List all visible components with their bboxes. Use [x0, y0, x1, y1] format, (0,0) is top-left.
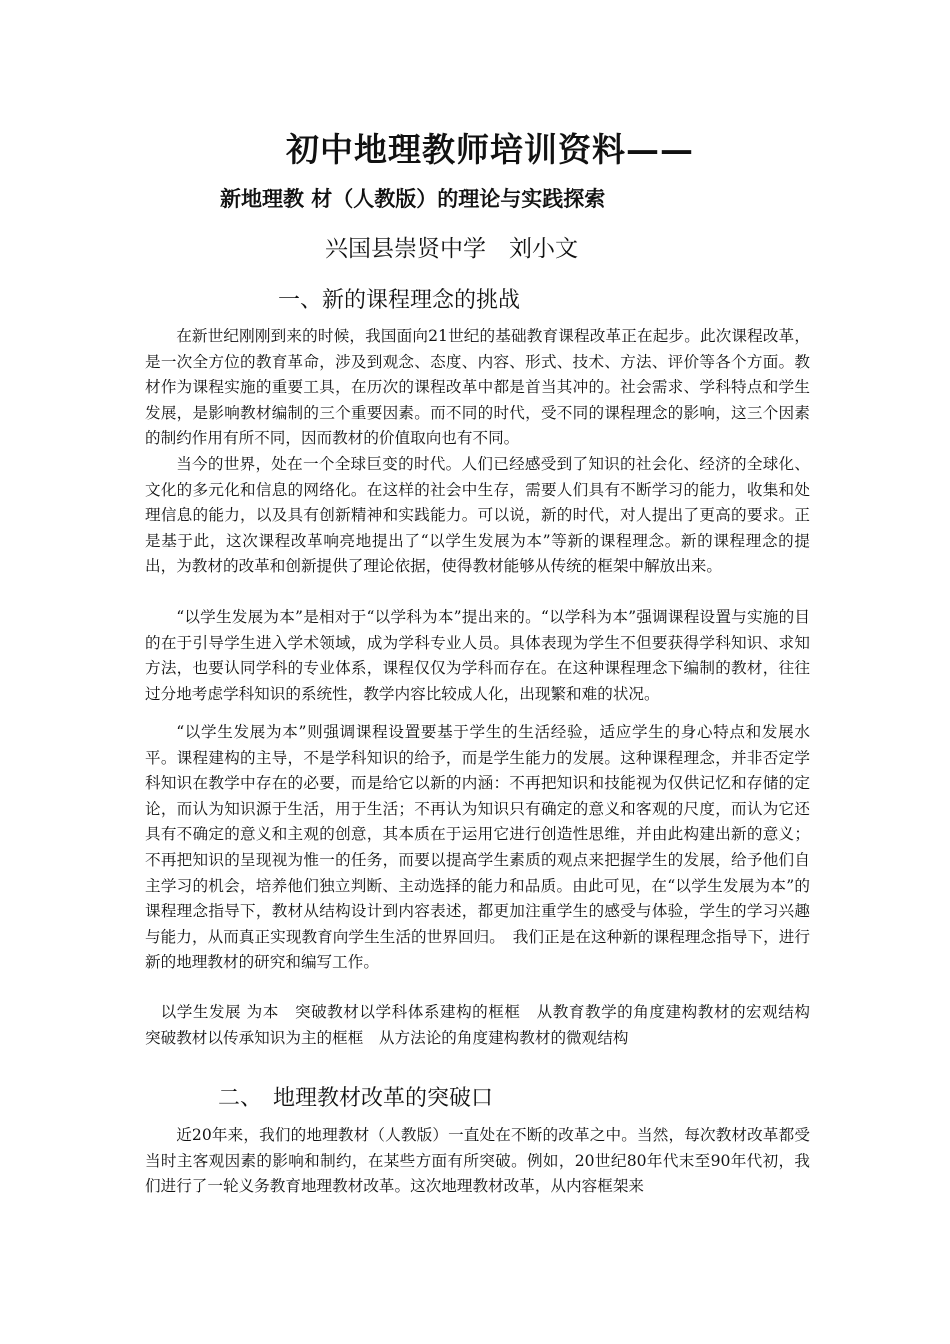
section-heading-1: 一、新的课程理念的挑战 — [278, 288, 521, 313]
author-line: 兴国县崇贤中学 刘小文 — [325, 236, 578, 262]
document-subtitle: 新地理教 材（人教版）的理论与实践探索 — [220, 186, 606, 211]
paragraph-1: 在新世纪刚刚到来的时候，我国面向21世纪的基础教育课程改革正在起步。此次课程改革，是一次全方位的教育革命，涉及到观念、态度、内容、形式、技术、方法、评价等各个方面。教材作为课程实施的重要工具，在历次的课程改革中都是首当其冲的。社会需求、学科特点和学生发展，是影响教材编制的三个重要因素。而不同的时代，受不同的课程理念的影响，这三个因素的制约作用有所不同，因而教材的价值取向也有不同。 — [145, 327, 810, 448]
paragraph-5-outline: 以学生发展 为本 突破教材以学科体系建构的框框 从教育教学的角度建构教材的宏观结构 突破教材以传承知识为主的框框 从方法论的角度建构教材的微观结构 — [145, 1003, 826, 1047]
paragraph-4: “以学生发展为本”则强调课程设置要基于学生的生活经验，适应学生的身心特点和发展水平。课程建构的主导，不是学科知识的给予，而是学生能力的发展。这种课程理念，并非否定学科知识在教学中存在的必要，而是给它以新的内涵：不再把知识和技能视为仅供记忆和存储的定论，而认为知识源于生活，用于生活；不再认为知识只有确定的意义和客观的尺度，而认为它还具有不确定的意义和主观的创意，其本质在于运用它进行创造性思维，并由此构建出新的意义；不再把知识的呈现视为惟一的任务，而要以提高学生素质的观点来把握学生的发展，给予他们自主学习的机会，培养他们独立判断、主动选择的能力和品质。由此可见，在“以学生发展为本”的课程理念指导下，教材从结构设计到内容表述，都更加注重学生的感受与体验，学生的学习兴趣与能力，从而真正实现教育向学生生活的世界回归。 我们正是在这种新的课程理念指导下，进行新的地理教材的研究和编写工作。 — [145, 723, 810, 972]
document-title: 初中地理教师培训资料—— — [286, 130, 694, 169]
paragraph-2: 当今的世界，处在一个全球巨变的时代。人们已经感受到了知识的社会化、经济的全球化、文化的多元化和信息的网络化。在这样的社会中生存，需要人们具有不断学习的能力，收集和处理信息的能力，以及具有创新精神和实践能力。可以说，新的时代，对人提出了更高的要求。正是基于此，这次课程改革响亮地提出了“以学生发展为本”等新的课程理念。新的课程理念的提出，为教材的改革和创新提供了理论依据，使得教材能够从传统的框架中解放出来。 — [145, 455, 810, 576]
section-heading-2: 二、 地理教材改革的突破口 — [218, 1086, 494, 1111]
paragraph-6: 近20年来，我们的地理教材（人教版）一直处在不断的改革之中。当然，每次教材改革都受当时主客观因素的影响和制约，在某些方面有所突破。例如，20世纪80年代末至90年代初，我们进行了一轮义务教育地理教材改革。这次地理教材改革，从内容框架来 — [145, 1126, 810, 1196]
paragraph-3: “以学生发展为本”是相对于“以学科为本”提出来的。“以学科为本”强调课程设置与实施的目的在于引导学生进入学术领域，成为学科专业人员。具体表现为学生不但要获得学科知识、求知方法，也要认同学科的专业体系，课程仅仅为学科而存在。在这种课程理念下编制的教材，往往过分地考虑学科知识的系统性，教学内容比较成人化，出现繁和难的状况。 — [145, 608, 810, 703]
